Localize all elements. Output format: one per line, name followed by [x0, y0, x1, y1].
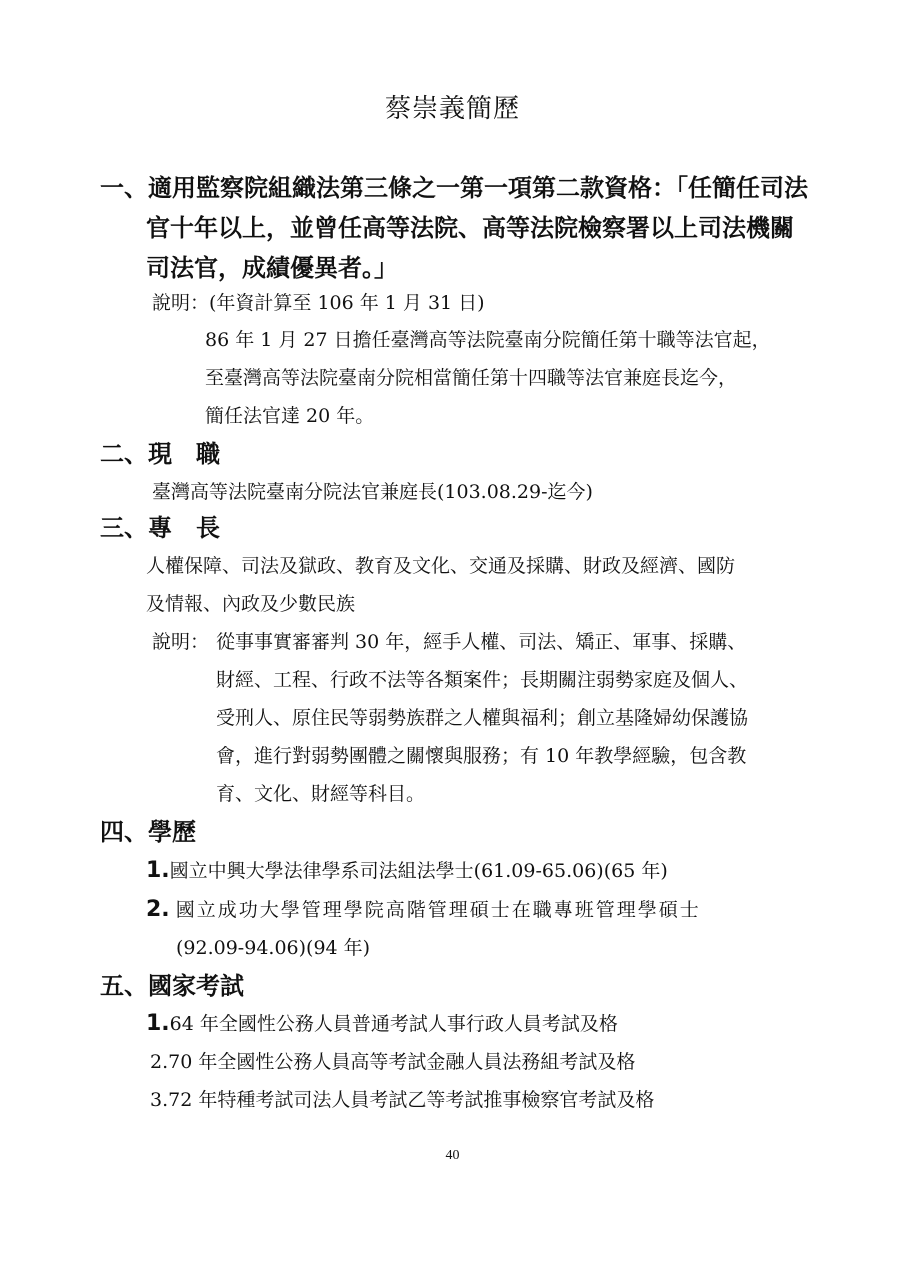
exam-item: 2.70 年全國性公務人員高等考試金融人員法務組考試及格 — [150, 1051, 636, 1073]
exam-item — [146, 1005, 618, 1043]
note-label: 說明： — [152, 631, 210, 653]
section-heading-expertise: 三、專 長 — [100, 514, 220, 542]
note-label: 說明：(年資計算至 106 年 1 月 31 日) — [152, 292, 485, 314]
list-number: 2. — [146, 897, 170, 922]
note-line: 會，進行對弱勢團體之關懷與服務；有 10 年教學經驗，包含教 — [216, 745, 747, 767]
education-text: 國立中興大學法律學系司法組法學士(61.09-65.06)(65 年) — [169, 860, 668, 882]
note-line: 86 年 1 月 27 日擔任臺灣高等法院臺南分院簡任第十職等法官起， — [205, 329, 771, 351]
note-line: 從事事實審審判 30 年，經手人權、司法、矯正、軍事、採購、 — [216, 631, 747, 653]
exam-text: 64 年全國性公務人員普通考試人事行政人員考試及格 — [169, 1013, 618, 1035]
education-continuation: (92.09-94.06)(94 年) — [176, 937, 371, 959]
section-heading-qualification — [100, 168, 810, 288]
section-heading-exams: 五、國家考試 — [100, 972, 244, 1000]
expertise-line: 人權保障、司法及獄政、教育及文化、交通及採購、財政及經濟、國防 — [146, 555, 736, 577]
note-line: 受刑人、原住民等弱勢族群之人權與福利；創立基隆婦幼保護協 — [216, 707, 749, 729]
expertise-line: 及情報、內政及少數民族 — [146, 593, 356, 615]
heading-line: 司法官，成績優異者。」 — [146, 254, 398, 282]
page-title: 蔡崇義簡歷 — [384, 94, 520, 124]
position-line: 臺灣高等法院臺南分院法官兼庭長(103.08.29-迄今) — [152, 481, 593, 503]
page-number: 40 — [445, 1148, 460, 1163]
section-heading-position: 二、現 職 — [100, 440, 220, 468]
exam-item: 3.72 年特種考試司法人員考試乙等考試推事檢察官考試及格 — [150, 1089, 655, 1111]
education-item — [146, 852, 668, 890]
note-line: 財經、工程、行政不法等各類案件；長期關注弱勢家庭及個人、 — [216, 669, 749, 691]
section-heading-education: 四、學歷 — [100, 818, 196, 846]
heading-line: 一、適用監察院組織法第三條之一第一項第二款資格：「任簡任司法 — [100, 174, 808, 202]
list-number: 1. — [146, 858, 170, 883]
education-item — [146, 891, 701, 929]
note-line: 簡任法官達 20 年。 — [205, 405, 375, 427]
heading-line: 官十年以上，並曾任高等法院、高等法院檢察署以上司法機關 — [146, 214, 794, 242]
note-line: 至臺灣高等法院臺南分院相當簡任第十四職等法官兼庭長迄今， — [205, 367, 738, 389]
list-number: 1. — [146, 1011, 170, 1036]
note-line: 育、文化、財經等科目。 — [216, 783, 426, 805]
education-text: 國立成功大學管理學院高階管理碩士在職專班管理學碩士 — [175, 899, 701, 921]
